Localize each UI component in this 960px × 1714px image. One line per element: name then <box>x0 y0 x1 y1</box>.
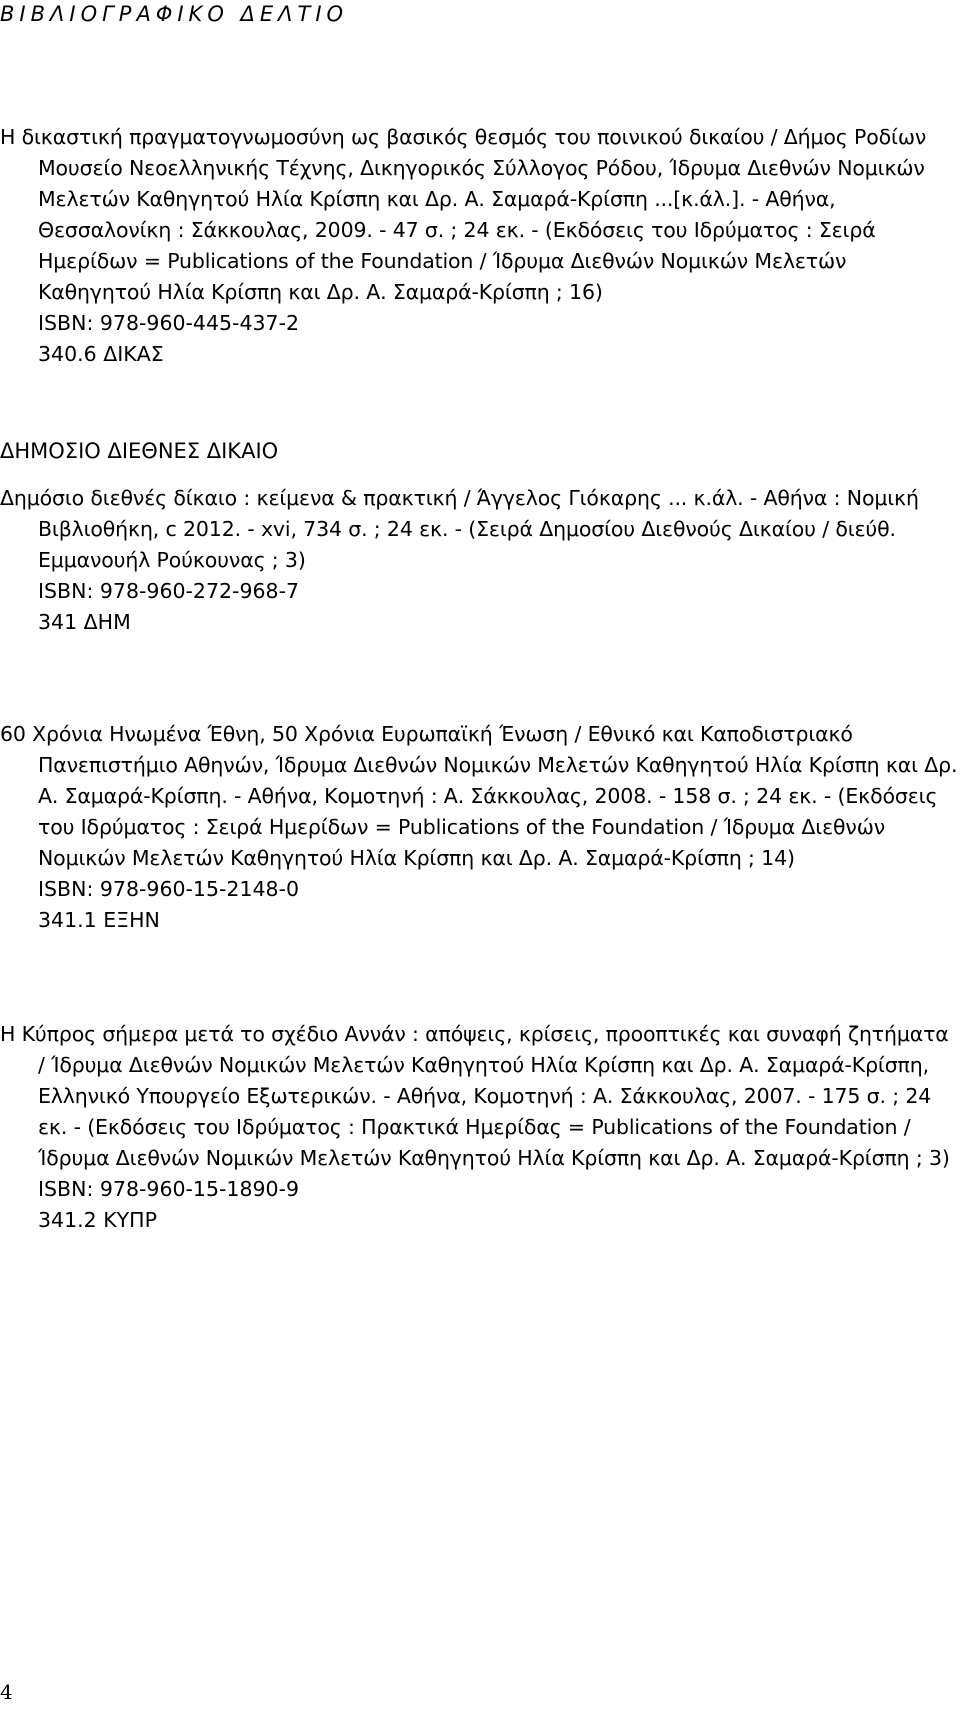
bulletin-title: ΒΙΒΛΙΟΓΡΑΦΙΚΟ ΔΕΛΤΙΟ <box>0 2 349 26</box>
entry-description: Δημόσιο διεθνές δίκαιο : κείμενα & πρακτική / Άγγελος Γιόκαρης ... κ.άλ. - Αθήνα : Νομική Βιβλιοθήκη, c 2012. - xvi, 734 σ. ; 24 εκ. - (Σειρά Δημοσίου Διεθνούς Δικαίου / διεύθ. Εμμανουήλ Ρούκουνας ; 3) <box>0 486 919 572</box>
entry-classmark: 341.1 ΕΞΗΝ <box>38 908 160 932</box>
entry-isbn: ISBN: 978-960-445-437-2 <box>38 311 300 335</box>
entry-isbn: ISBN: 978-960-15-1890-9 <box>38 1177 300 1201</box>
bibliographic-entry <box>0 719 958 936</box>
entry-isbn: ISBN: 978-960-272-968-7 <box>38 579 300 603</box>
entry-description: 60 Χρόνια Ηνωμένα Έθνη, 50 Χρόνια Ευρωπαϊκή Ένωση / Εθνικό και Καποδιστριακό Πανεπιστήμιο Αθηνών, Ίδρυμα Διεθνών Νομικών Μελετών Καθηγητού Ηλία Κρίσπη και Δρ. Α. Σαμαρά-Κρίσπη. - Αθήνα, Κομοτηνή : Α. Σάκκουλας, 2008. - 158 σ. ; 24 εκ. - (Εκδόσεις του Ιδρύματος : Σειρά Ημερίδων = Publications of the Foundation / Ίδρυμα Διεθνών Νομικών Μελετών Καθηγητού Ηλία Κρίσπη και Δρ. Α. Σαμαρά-Κρίσπη ; 14) <box>0 722 958 870</box>
entry-isbn: ISBN: 978-960-15-2148-0 <box>38 877 300 901</box>
entry-classmark: 341 ΔΗΜ <box>38 610 131 634</box>
entry-classmark: 340.6 ΔΙΚΑΣ <box>38 342 164 366</box>
bibliographic-entry <box>0 122 958 370</box>
page-number: 4 <box>0 1680 13 1704</box>
entry-description: Η Κύπρος σήμερα μετά το σχέδιο Αννάν : απόψεις, κρίσεις, προοπτικές και συναφή ζητήματα / Ίδρυμα Διεθνών Νομικών Μελετών Καθηγητού Ηλία Κρίσπη και Δρ. Α. Σαμαρά-Κρίσπη, Ελληνικό Υπουργείο Εξωτερικών. - Αθήνα, Κομοτηνή : Α. Σάκκουλας, 2007. - 175 σ. ; 24 εκ. - (Εκδόσεις του Ιδρύματος : Πρακτικά Ημερίδας = Publications of the Foundation / Ίδρυμα Διεθνών Νομικών Μελετών Καθηγητού Ηλία Κρίσπη και Δρ. Α. Σαμαρά-Κρίσπη ; 3) <box>0 1022 950 1170</box>
bibliographic-entry <box>0 483 958 638</box>
entry-classmark: 341.2 ΚΥΠΡ <box>38 1208 157 1232</box>
section-heading: ΔΗΜΟΣΙΟ ΔΙΕΘΝΕΣ ΔΙΚΑΙΟ <box>0 439 279 463</box>
entry-description: Η δικαστική πραγματογνωμοσύνη ως βασικός θεσμός του ποινικού δικαίου / Δήμος Ροδίων Μουσείο Νεοελληνικής Τέχνης, Δικηγορικός Σύλλογος Ρόδου, Ίδρυμα Διεθνών Νομικών Μελετών Καθηγητού Ηλία Κρίσπη και Δρ. Α. Σαμαρά-Κρίσπη ...[κ.άλ.]. - Αθήνα, Θεσσαλονίκη : Σάκκουλας, 2009. - 47 σ. ; 24 εκ. - (Εκδόσεις του Ιδρύματος : Σειρά Ημερίδων = Publications of the Foundation / Ίδρυμα Διεθνών Νομικών Μελετών Καθηγητού Ηλία Κρίσπη και Δρ. Α. Σαμαρά-Κρίσπη ; 16) <box>0 125 927 304</box>
bibliographic-entry <box>0 1019 958 1236</box>
